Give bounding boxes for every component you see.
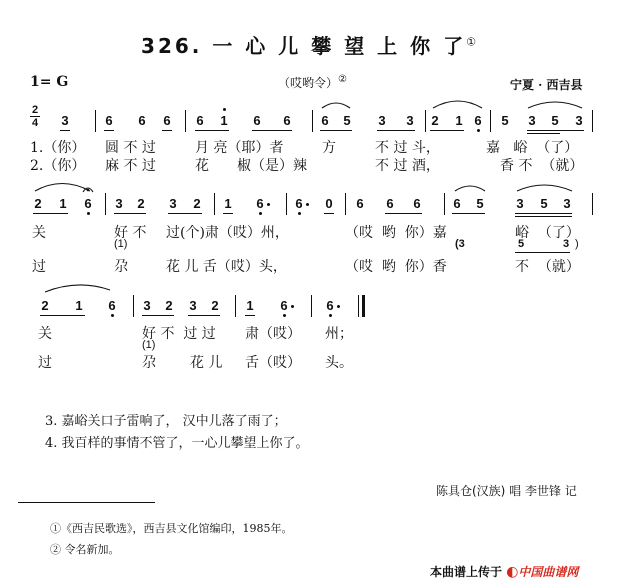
note: 3 bbox=[115, 196, 123, 211]
barline bbox=[592, 193, 593, 215]
tune-footnote-mark: ② bbox=[338, 74, 347, 85]
watermark-prefix: 本曲谱上传于 bbox=[430, 565, 503, 579]
note: 2 bbox=[137, 196, 145, 211]
note: 3 bbox=[61, 113, 69, 128]
note: 3 bbox=[528, 113, 536, 128]
note: 6 bbox=[253, 113, 261, 128]
lyric: 好 不 bbox=[114, 225, 147, 241]
key-signature: 1= G bbox=[30, 74, 69, 90]
dot bbox=[291, 305, 294, 308]
barline bbox=[105, 193, 106, 215]
barline bbox=[95, 110, 96, 132]
lyric: 方 bbox=[322, 140, 336, 156]
note: 6 bbox=[326, 298, 334, 313]
title-text: 326. 一 心 儿 攀 望 上 你 了 bbox=[141, 34, 467, 58]
beam bbox=[515, 213, 572, 214]
beam bbox=[527, 133, 560, 134]
note: 5 bbox=[540, 196, 548, 211]
note: 6 bbox=[84, 196, 92, 211]
note: 3 bbox=[143, 298, 151, 313]
barline bbox=[444, 193, 445, 215]
footnote-divider bbox=[18, 502, 155, 503]
slur bbox=[455, 186, 485, 191]
note: 1 bbox=[75, 298, 83, 313]
lyric: 椒（是）辣 bbox=[237, 158, 307, 174]
dot bbox=[267, 203, 270, 206]
barline bbox=[345, 193, 346, 215]
note: 6 bbox=[108, 298, 116, 313]
lyric: 关 bbox=[32, 225, 46, 241]
lyric: 圆 不 过 bbox=[105, 140, 156, 156]
lyric: 好 不 过 过 bbox=[142, 326, 216, 342]
note: 1 bbox=[59, 196, 67, 211]
slur bbox=[322, 103, 350, 108]
note: 6 bbox=[196, 113, 204, 128]
beam bbox=[452, 213, 485, 214]
lyric: 不 过 酒， bbox=[375, 158, 440, 174]
note: 3 bbox=[189, 298, 197, 313]
alt-mark: (1) bbox=[114, 238, 128, 250]
lyric: 嘉 峪 （了） bbox=[486, 140, 579, 156]
beam bbox=[385, 213, 422, 214]
lyric: 过 bbox=[32, 259, 46, 275]
note: 2 bbox=[431, 113, 439, 128]
lyric: 州； bbox=[325, 326, 353, 342]
beam bbox=[377, 130, 415, 131]
footnote-2: ② 令名新加。 bbox=[50, 543, 120, 556]
note: 6 bbox=[105, 113, 113, 128]
note: 1 bbox=[220, 113, 228, 128]
note: 6 bbox=[386, 196, 394, 211]
barline bbox=[286, 193, 287, 215]
lyric: 过(个)肃（哎）州， bbox=[166, 225, 289, 241]
time-top: 2 bbox=[31, 104, 39, 116]
note: 2 bbox=[34, 196, 42, 211]
beam bbox=[162, 130, 172, 131]
barline bbox=[425, 110, 426, 132]
beam bbox=[60, 130, 70, 131]
barline bbox=[235, 295, 236, 317]
time-bottom: 4 bbox=[31, 117, 39, 129]
note: 0 bbox=[325, 196, 333, 211]
lyric: 关 bbox=[38, 326, 52, 342]
lyric: 麻 不 过 bbox=[105, 158, 156, 174]
note: 3 bbox=[563, 196, 571, 211]
barline bbox=[592, 110, 593, 132]
lyric: 花 儿 bbox=[190, 355, 223, 371]
slur bbox=[35, 184, 90, 192]
note: 6 bbox=[413, 196, 421, 211]
footnote-1: ①《西吉民歌选》，西吉县文化馆编印，1985年。 bbox=[50, 522, 293, 535]
beam bbox=[114, 213, 146, 214]
note: 6 bbox=[163, 113, 171, 128]
beam bbox=[252, 130, 292, 131]
beam bbox=[33, 213, 68, 214]
note: 3 bbox=[516, 196, 524, 211]
title-footnote-mark: ① bbox=[466, 35, 479, 49]
lyric: （哎 哟 你）嘉 bbox=[345, 225, 447, 241]
note: 3 bbox=[378, 113, 386, 128]
verse-4: 4. 我百样的事情不管了，一心儿攀望上你了。 bbox=[45, 436, 309, 451]
lyric: 尕 bbox=[114, 259, 128, 275]
lyric: 舌（哎） bbox=[245, 355, 301, 371]
tune-text: （哎哟令） bbox=[278, 76, 339, 90]
note: 3 bbox=[575, 113, 583, 128]
watermark bbox=[430, 563, 578, 580]
barline bbox=[214, 193, 215, 215]
beam bbox=[142, 315, 174, 316]
beam bbox=[515, 252, 570, 253]
lyric: 头。 bbox=[325, 355, 353, 371]
lyric: 尕 bbox=[142, 355, 156, 371]
credit: 陈具仓(汉族) 唱 李世锋 记 bbox=[436, 484, 577, 498]
note: 6 bbox=[474, 113, 482, 128]
note: 5 bbox=[476, 196, 484, 211]
beam bbox=[324, 213, 334, 214]
alt-note: 5 bbox=[518, 238, 525, 250]
barline bbox=[185, 110, 186, 132]
beam bbox=[104, 130, 114, 131]
lyric: 花 儿 舌（哎）头， bbox=[166, 259, 287, 275]
dot bbox=[337, 305, 340, 308]
note: 1 bbox=[246, 298, 254, 313]
note: 3 bbox=[406, 113, 414, 128]
alt-mark: (1) bbox=[142, 339, 156, 351]
note: 6 bbox=[356, 196, 364, 211]
lyric: 2.（你） bbox=[30, 158, 86, 174]
lyric: 香 不 （就） bbox=[500, 158, 584, 174]
barline bbox=[312, 110, 313, 132]
site-logo: 中国曲谱网 bbox=[518, 565, 579, 579]
alt-note: (3 bbox=[455, 238, 465, 250]
note: 6 bbox=[256, 196, 264, 211]
alt-note: 3 bbox=[563, 238, 570, 250]
note: 2 bbox=[41, 298, 49, 313]
barline bbox=[490, 110, 491, 132]
beam bbox=[168, 213, 202, 214]
slur bbox=[517, 185, 572, 191]
lyric: 过 bbox=[38, 355, 52, 371]
beam bbox=[223, 213, 233, 214]
note: 6 bbox=[283, 113, 291, 128]
lyric: （哎 哟 你）香 bbox=[345, 259, 447, 275]
region: 宁夏 · 西吉县 bbox=[510, 78, 583, 92]
beam bbox=[188, 315, 220, 316]
beam bbox=[515, 216, 572, 217]
beam bbox=[245, 315, 255, 316]
note: 5 bbox=[343, 113, 351, 128]
final-barline-thick bbox=[362, 295, 365, 317]
beam bbox=[195, 130, 229, 131]
note: 3 bbox=[169, 196, 177, 211]
beam bbox=[527, 130, 584, 131]
dot bbox=[306, 203, 309, 206]
lyric: 峪 （了） bbox=[515, 225, 580, 241]
note: 1 bbox=[224, 196, 232, 211]
beam bbox=[40, 315, 85, 316]
lyric: 不 （就） bbox=[515, 259, 580, 275]
site-logo-icon: ◐ bbox=[506, 564, 519, 580]
note: 6 bbox=[295, 196, 303, 211]
slur bbox=[433, 101, 482, 108]
lyric: 肃（哎） bbox=[245, 326, 301, 342]
note: 1 bbox=[455, 113, 463, 128]
note: 2 bbox=[165, 298, 173, 313]
note: 5 bbox=[501, 113, 509, 128]
note: 6 bbox=[138, 113, 146, 128]
note: 2 bbox=[211, 298, 219, 313]
lyric: 1.（你） bbox=[30, 140, 86, 156]
slur bbox=[45, 285, 110, 292]
verse-3: 3. 嘉峪关口子雷响了， 汉中儿落了雨了； bbox=[45, 414, 287, 429]
lyric: 月 亮（耶）者 bbox=[195, 140, 284, 156]
lyric: 花 bbox=[195, 158, 209, 174]
fermata-dot bbox=[87, 189, 90, 192]
note: 6 bbox=[321, 113, 329, 128]
beam bbox=[430, 130, 464, 131]
beam bbox=[320, 130, 352, 131]
note: 2 bbox=[193, 196, 201, 211]
lyric: 不 过 斗， bbox=[375, 140, 440, 156]
note: 6 bbox=[453, 196, 461, 211]
slur bbox=[528, 102, 582, 108]
final-barline-thin bbox=[358, 295, 359, 317]
barline bbox=[311, 295, 312, 317]
note: 5 bbox=[551, 113, 559, 128]
note: 6 bbox=[280, 298, 288, 313]
alt-note: ) bbox=[575, 238, 579, 250]
barline bbox=[133, 295, 134, 317]
